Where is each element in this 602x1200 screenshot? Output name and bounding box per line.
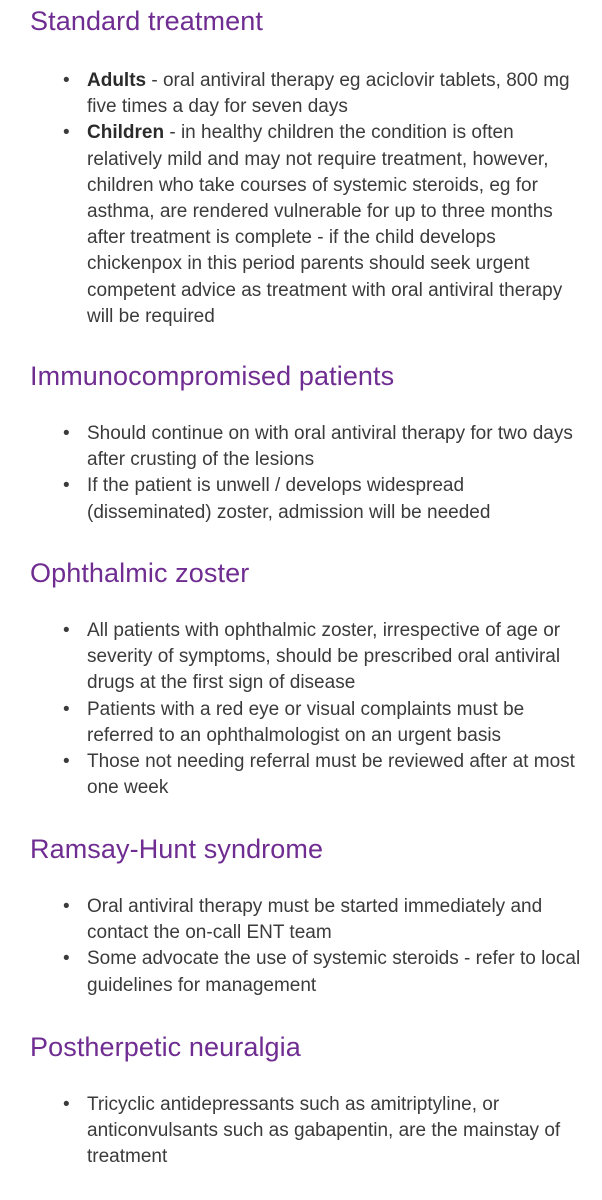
list-item (30, 120, 582, 330)
bullet-icon: • (63, 475, 70, 497)
section-immunocompromised-patients (30, 359, 582, 526)
bullet-icon: • (63, 70, 70, 91)
list-item-bold-label: Adults (87, 70, 147, 91)
list-item-text: - oral antiviral therapy eg aciclovir tablets, 800 mg five times a day for seven days (87, 70, 570, 118)
list-item-text: Tricyclic antidepressants such as amitriptyline, or anticonvulsants such as gabapentin, are the mainstay of treatment (87, 1094, 561, 1168)
list-item-text: If the patient is unwell / develops widespread (disseminated) zoster, admission will be needed (87, 475, 491, 523)
list-item (30, 894, 582, 946)
section-heading: Immunocompromised patients (30, 361, 395, 391)
bullet-list (30, 618, 582, 801)
bullet-list (30, 421, 582, 526)
section-heading: Ramsay-Hunt syndrome (30, 834, 324, 864)
bullet-list (30, 1092, 582, 1171)
list-item (30, 421, 582, 473)
section-heading: Postherpetic neuralgia (30, 1032, 301, 1062)
bullet-icon: • (63, 1094, 70, 1115)
bullet-icon: • (63, 122, 70, 144)
list-item (30, 618, 582, 697)
bullet-icon: • (63, 698, 70, 720)
list-item-text: Those not needing referral must be reviewed after at most one week (87, 751, 575, 799)
bullet-icon: • (63, 620, 70, 641)
bullet-list (30, 894, 582, 999)
section-postherpetic-neuralgia (30, 1030, 582, 1171)
list-item (30, 68, 582, 120)
bullet-icon: • (63, 751, 70, 773)
bullet-icon: • (63, 423, 70, 444)
list-item-text: Patients with a red eye or visual complaints must be referred to an ophthalmologist on an urgent basis (87, 698, 525, 746)
list-item-text: - in healthy children the condition is often relatively mild and may not require treatment, however, children who take courses of systemic steroids, eg for asthma, are rendered vulnerable for up to three months after treatment is complete - if the child develops chickenpox in this period parents should seek urgent competent advice as treatment with oral antiviral therapy will be required (87, 122, 563, 327)
list-item (30, 749, 582, 801)
list-item-text: Some advocate the use of systemic steroids - refer to local guidelines for management (87, 948, 581, 996)
section-heading: Ophthalmic zoster (30, 558, 250, 588)
section-ophthalmic-zoster (30, 556, 582, 801)
list-item (30, 946, 582, 998)
list-item (30, 697, 582, 749)
list-item-text: Should continue on with oral antiviral therapy for two days after crusting of the lesions (87, 423, 573, 471)
bullet-list (30, 68, 582, 330)
list-item (30, 1092, 582, 1171)
bullet-icon: • (63, 948, 70, 970)
list-item-text: Oral antiviral therapy must be started immediately and contact the on-call ENT team (87, 896, 543, 944)
section-standard-treatment (30, 4, 582, 330)
list-item (30, 473, 582, 525)
section-ramsay-hunt-syndrome (30, 832, 582, 999)
section-heading: Standard treatment (30, 6, 263, 36)
list-item-text: All patients with ophthalmic zoster, irrespective of age or severity of symptoms, should be prescribed oral antiviral drugs at the first sign of disease (87, 620, 561, 694)
list-item-bold-label: Children (87, 122, 165, 144)
bullet-icon: • (63, 896, 70, 917)
